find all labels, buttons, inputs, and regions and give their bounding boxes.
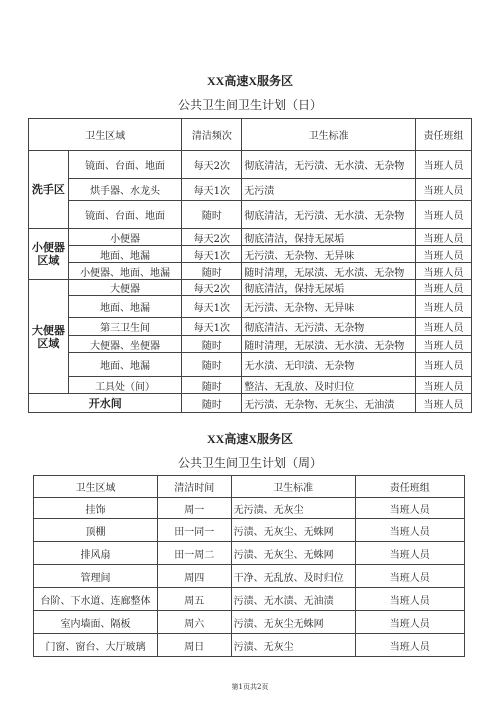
cell-area: 顶棚 (34, 519, 158, 542)
cell-item: 烘手器、水龙头 (68, 179, 182, 201)
cell-item: 地面、地漏 (68, 246, 182, 263)
table-row (34, 498, 465, 519)
cell-standard: 污渍、无灰尘 (231, 634, 355, 657)
header-team: 责任班组 (416, 119, 472, 151)
cell-standard: 无污渍、无杂物、无异味 (242, 296, 416, 318)
cell-frequency: 随时 (182, 336, 242, 353)
table-row (29, 318, 472, 336)
table-row (29, 377, 472, 394)
table-header-row (29, 119, 472, 151)
cell-team: 当班人员 (355, 519, 464, 542)
cell-team: 当班人员 (355, 542, 464, 565)
area-toilet: 大便器区域 (29, 280, 69, 394)
cell-item: 镜面、台面、地面 (68, 201, 182, 229)
cell-team: 当班人员 (416, 353, 472, 377)
cell-team: 当班人员 (416, 229, 472, 246)
area-urinal: 小便器区域 (29, 229, 69, 280)
header-team: 责任班组 (355, 476, 464, 498)
cell-team: 当班人员 (355, 634, 464, 657)
cell-item: 第三卫生间 (68, 318, 182, 336)
cell-standard: 污渍、无灰尘、无蛛网 (231, 542, 355, 565)
cell-frequency: 随时 (182, 263, 242, 280)
cell-standard: 无污渍、无杂物、无异味 (242, 246, 416, 263)
area-handwash: 洗手区 (29, 151, 69, 229)
table-row (29, 353, 472, 377)
table-row (34, 565, 465, 588)
cell-team: 当班人员 (416, 201, 472, 229)
table-row (29, 246, 472, 263)
cell-team: 当班人员 (416, 151, 472, 179)
cell-team: 当班人员 (416, 179, 472, 201)
cell-team: 当班人员 (416, 318, 472, 336)
cell-area: 门窗、窗台、大厅玻璃 (34, 634, 158, 657)
cell-standard: 随时清理，无尿渍、无水渍、无杂物 (242, 263, 416, 280)
header-time: 清洁时间 (157, 476, 231, 498)
table-row (34, 634, 465, 657)
header-area: 卫生区域 (34, 476, 158, 498)
cell-standard: 无水渍、无印渍、无杂物 (242, 353, 416, 377)
weekly-cleaning-table (33, 475, 465, 657)
cell-item: 镜面、台面、地面 (68, 151, 182, 179)
cell-frequency: 随时 (182, 353, 242, 377)
cell-frequency: 每天2次 (182, 151, 242, 179)
table-row (29, 296, 472, 318)
table-row (29, 336, 472, 353)
cell-time: 周一 (157, 498, 231, 519)
cell-item: 小便器 (68, 229, 182, 246)
cell-team: 当班人员 (355, 565, 464, 588)
weekly-subtitle: 公共卫生间卫生计划（周） (177, 456, 322, 470)
table-row (29, 151, 472, 179)
table-row (29, 394, 472, 413)
cell-standard: 彻底清洁，保持无尿垢 (242, 229, 416, 246)
cell-frequency: 每天2次 (182, 229, 242, 246)
cell-standard: 彻底清洁，无污渍、无水渍、无杂物 (242, 201, 416, 229)
cell-item: 地面、地漏 (68, 353, 182, 377)
cell-standard: 无污渍、无灰尘 (231, 498, 355, 519)
cell-area: 挂饰 (34, 498, 158, 519)
cell-item: 大便器、坐便器 (68, 336, 182, 353)
cell-item: 地面、地漏 (68, 296, 182, 318)
weekly-title: XX高速X服务区 (207, 432, 293, 446)
cell-standard: 污渍、无灰尘无蛛网 (231, 611, 355, 634)
cell-standard: 污渍、无水渍、无油渍 (231, 588, 355, 611)
cell-team: 当班人员 (416, 296, 472, 318)
cell-area: 排风扇 (34, 542, 158, 565)
cell-standard: 彻底清洁，无污渍、无水渍、无杂物 (242, 151, 416, 179)
cell-item: 工具处（间） (68, 377, 182, 394)
cell-item: 小便器、地面、地漏 (68, 263, 182, 280)
header-standard: 卫生标准 (231, 476, 355, 498)
cell-area: 管理间 (34, 565, 158, 588)
cell-standard: 污渍、无灰尘、无蛛网 (231, 519, 355, 542)
cell-standard: 随时清理，无尿渍、无水渍、无杂物 (242, 336, 416, 353)
table-row (29, 263, 472, 280)
header-standard: 卫生标准 (242, 119, 416, 151)
cell-standard: 干净、无乱放、及时归位 (231, 565, 355, 588)
cell-team: 当班人员 (355, 588, 464, 611)
cell-frequency: 随时 (182, 394, 242, 413)
cell-frequency: 每天1次 (182, 246, 242, 263)
cell-team: 当班人员 (416, 394, 472, 413)
daily-cleaning-table (28, 118, 472, 413)
cell-time: 周四 (157, 565, 231, 588)
header-area: 卫生区域 (29, 119, 182, 151)
header-frequency: 清洁频次 (182, 119, 242, 151)
cell-frequency: 随时 (182, 377, 242, 394)
cell-standard: 彻底清洁，保持无尿垢 (242, 280, 416, 296)
cell-frequency: 每天2次 (182, 280, 242, 296)
daily-subtitle: 公共卫生间卫生计划（日） (177, 98, 322, 112)
cell-frequency: 每天1次 (182, 296, 242, 318)
cell-standard: 整洁、无乱放、及时归位 (242, 377, 416, 394)
cell-frequency: 每天1次 (182, 179, 242, 201)
table-row (34, 588, 465, 611)
cell-team: 当班人员 (416, 377, 472, 394)
table-row (34, 519, 465, 542)
cell-time: 周日 (157, 634, 231, 657)
table-row (34, 542, 465, 565)
cell-time: 周六 (157, 611, 231, 634)
cell-time: 田一同一 (157, 519, 231, 542)
area-water-room: 开水间 (29, 394, 182, 413)
cell-frequency: 随时 (182, 201, 242, 229)
cell-team: 当班人员 (416, 246, 472, 263)
cell-time: 周五 (157, 588, 231, 611)
daily-title: XX高速X服务区 (207, 74, 293, 88)
cell-team: 当班人员 (355, 498, 464, 519)
table-row (34, 611, 465, 634)
cell-area: 室内墙面、隔板 (34, 611, 158, 634)
cell-team: 当班人员 (416, 336, 472, 353)
cell-frequency: 每天1次 (182, 318, 242, 336)
cell-team: 当班人员 (416, 280, 472, 296)
page-footer: 第1页共2页 (231, 683, 269, 691)
table-row (29, 229, 472, 246)
table-row (29, 201, 472, 229)
cell-time: 田一周二 (157, 542, 231, 565)
cell-team: 当班人员 (416, 263, 472, 280)
cell-standard: 无污渍、无杂物、无灰尘、无油渍 (242, 394, 416, 413)
cell-team: 当班人员 (355, 611, 464, 634)
cell-standard: 彻底清洁、无污渍、无杂物 (242, 318, 416, 336)
cell-item: 大便器 (68, 280, 182, 296)
table-header-row (34, 476, 465, 498)
table-row (29, 280, 472, 296)
cell-standard: 无污渍 (242, 179, 416, 201)
cell-area: 台阶、下水道、连廊整体 (34, 588, 158, 611)
table-row (29, 179, 472, 201)
